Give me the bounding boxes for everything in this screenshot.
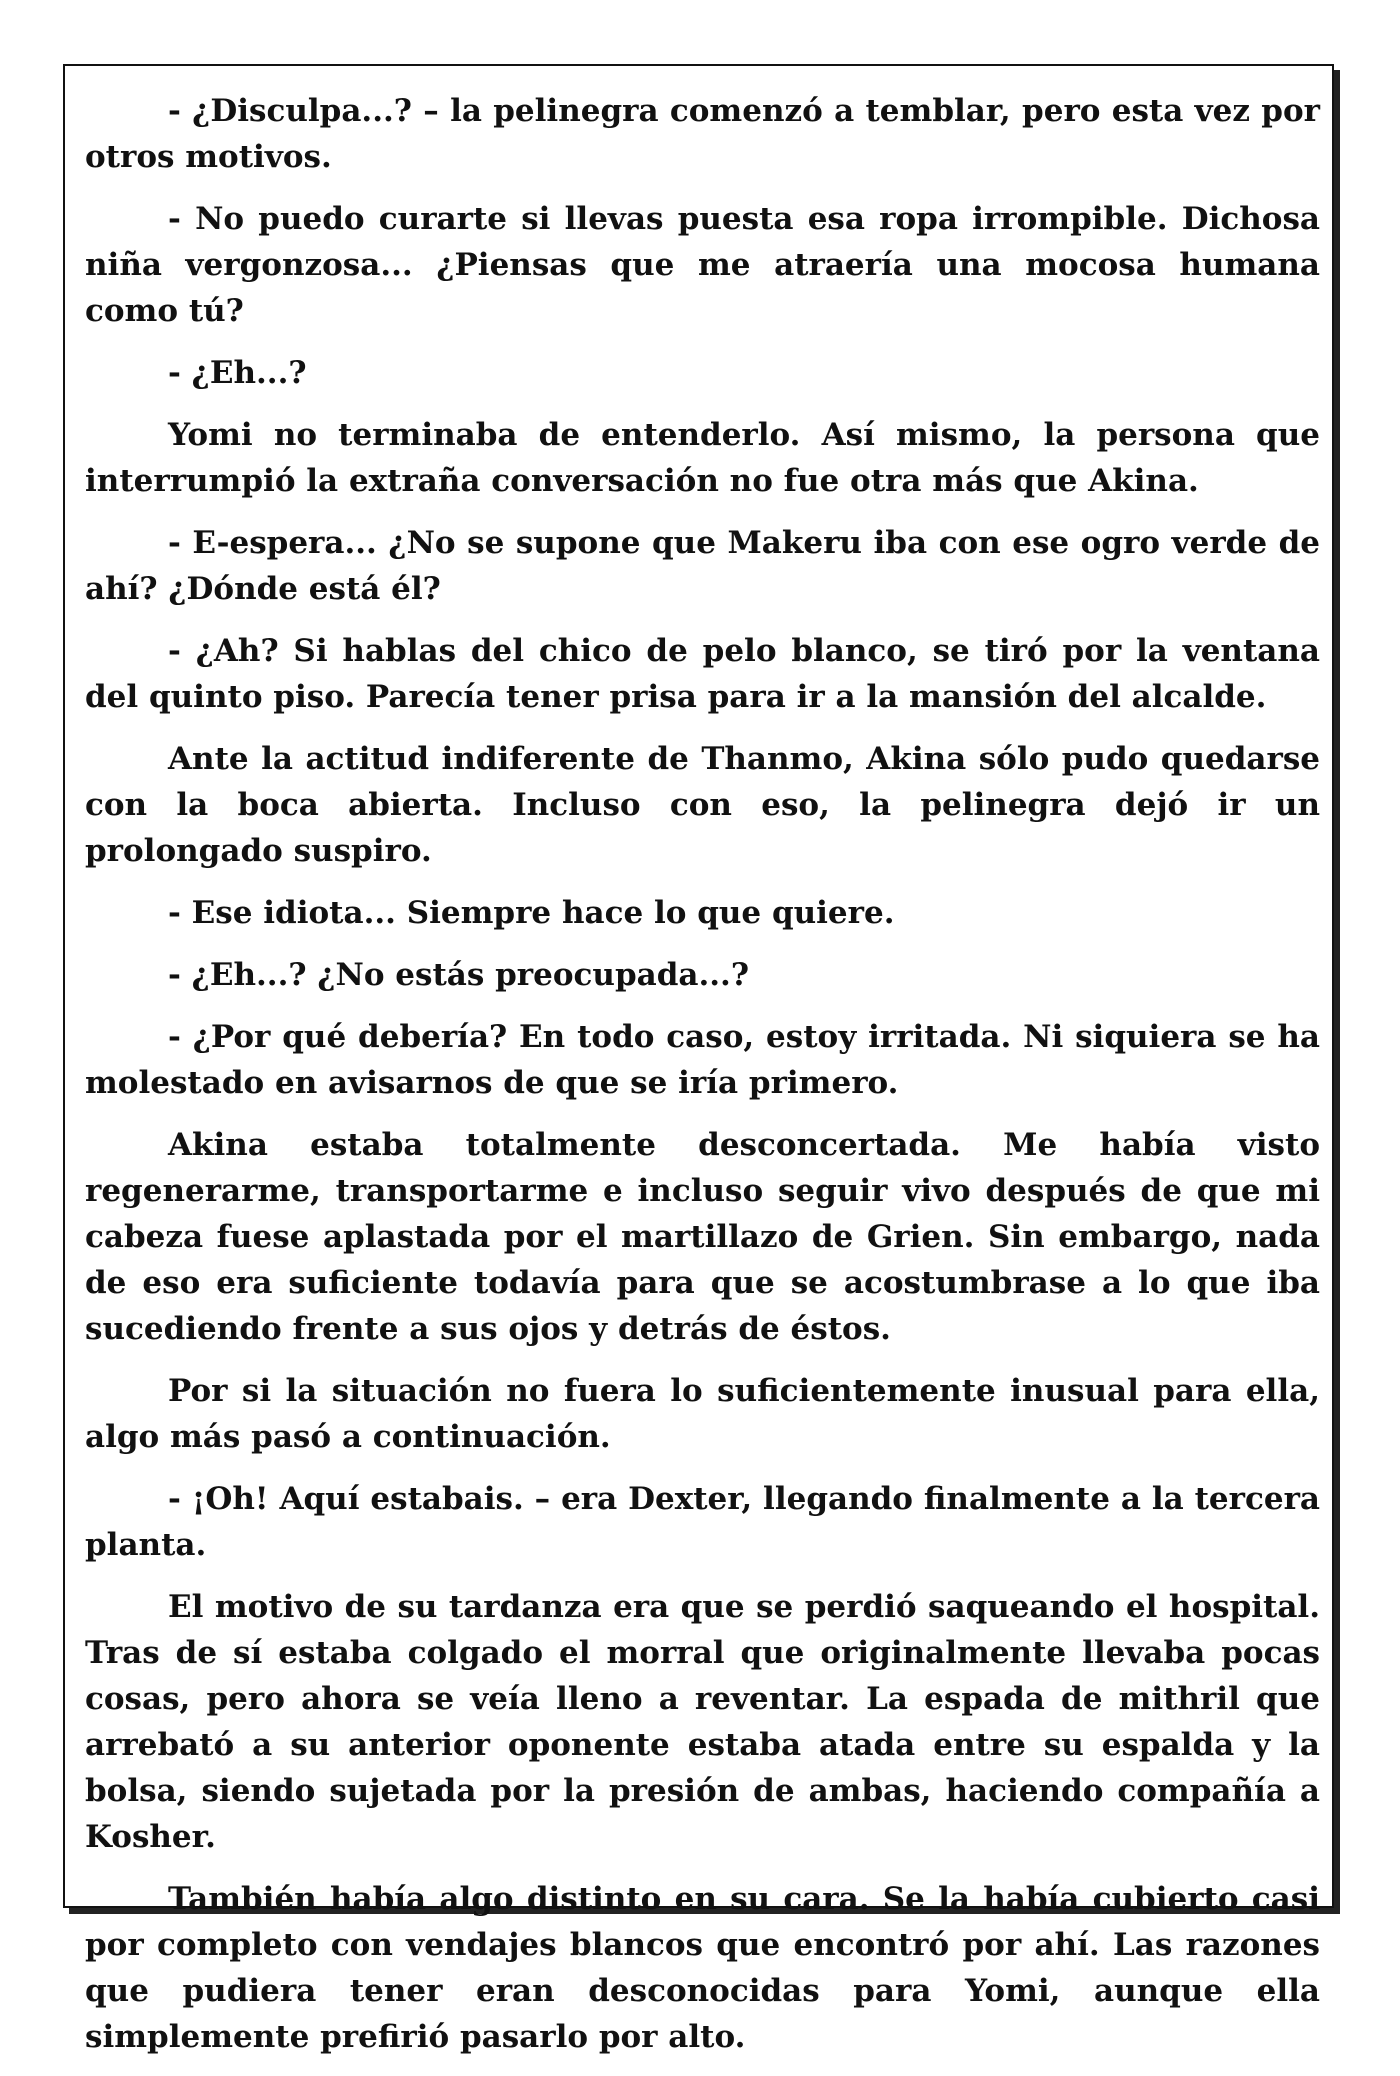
page-frame	[63, 64, 1334, 2055]
paragraph-5: - E-espera... ¿No se supone que Makeru iba con ese ogro verde de ahí? ¿Dónde está él?	[85, 525, 1320, 607]
paragraph-6: - ¿Ah? Si hablas del chico de pelo blanco, se tiró por la ventana del quinto piso. Parecía tener prisa para ir a la mansión del alcalde.	[85, 633, 1320, 715]
paragraph-8: - Ese idiota... Siempre hace lo que quiere.	[168, 895, 895, 931]
paragraph-1: - ¿Disculpa...? – la pelinegra comenzó a temblar, pero esta vez por otros motivos.	[85, 93, 1320, 175]
paragraph-13: - ¡Oh! Aquí estabais. – era Dexter, llegando finalmente a la tercera planta.	[85, 1481, 1320, 1563]
document-body	[85, 88, 1320, 2076]
paragraph-14: El motivo de su tardanza era que se perdió saqueando el hospital. Tras de sí estaba colgado el morral que originalmente llevaba pocas cosas, pero ahora se veía lleno a reventar. La espada de mithril que arrebató a su anterior oponente estaba atada entre su espalda y la bolsa, siendo sujetada por la presión de ambas, haciendo compañía a Kosher.	[85, 1589, 1320, 1855]
paragraph-7: Ante la actitud indiferente de Thanmo, Akina sólo pudo quedarse con la boca abierta. Incluso con eso, la pelinegra dejó ir un prolongado suspiro.	[85, 741, 1320, 869]
paragraph-12: Por si la situación no fuera lo suficientemente inusual para ella, algo más pasó a continuación.	[85, 1373, 1320, 1455]
paragraph-3: - ¿Eh...?	[168, 355, 307, 391]
paragraph-9: - ¿Eh...? ¿No estás preocupada...?	[168, 957, 750, 993]
paragraph-10: - ¿Por qué debería? En todo caso, estoy irritada. Ni siquiera se ha molestado en avisarnos de que se iría primero.	[85, 1019, 1320, 1101]
paragraph-15: También había algo distinto en su cara. Se la había cubierto casi por completo con vendajes blancos que encontró por ahí. Las razones que pudiera tener eran desconocidas para Yomi, aunque ella simplemente prefirió pasarlo por alto.	[85, 1881, 1320, 2055]
paragraph-2: - No puedo curarte si llevas puesta esa ropa irrompible. Dichosa niña vergonzosa... ¿Piensas que me atraería una mocosa humana como tú?	[85, 201, 1320, 329]
paragraph-4: Yomi no terminaba de entenderlo. Así mismo, la persona que interrumpió la extraña conversación no fue otra más que Akina.	[85, 417, 1320, 499]
paragraph-11: Akina estaba totalmente desconcertada. Me había visto regenerarme, transportarme e incluso seguir vivo después de que mi cabeza fuese aplastada por el martillazo de Grien. Sin embargo, nada de eso era suficiente todavía para que se acostumbrase a lo que iba sucediendo frente a sus ojos y detrás de éstos.	[85, 1127, 1320, 1347]
